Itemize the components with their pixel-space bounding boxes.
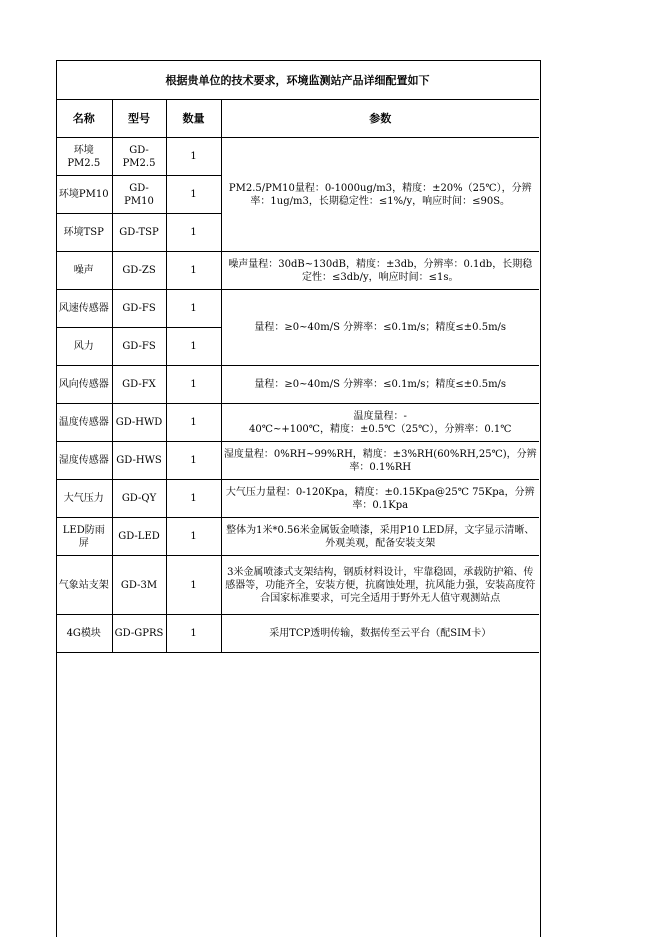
cell-name: 大气压力 bbox=[56, 480, 112, 518]
cell-name: 噪声 bbox=[56, 252, 112, 290]
cell-params-pm: PM2.5/PM10量程：0-1000ug/m3，精度：±20%（25℃），分辨率：1ug/m3，长期稳定性：≤1%/y，响应时间：≤90S。 bbox=[221, 138, 539, 252]
cell-model: GD-HWS bbox=[112, 442, 166, 480]
cell-model: GD-LED bbox=[112, 518, 166, 556]
header-params: 参数 bbox=[221, 100, 539, 138]
cell-name: 环境PM10 bbox=[56, 176, 112, 214]
cell-name: 湿度传感器 bbox=[56, 442, 112, 480]
cell-model: GD-PM2.5 bbox=[112, 138, 166, 176]
cell-model: GD-FS bbox=[112, 290, 166, 328]
header-model: 型号 bbox=[112, 100, 166, 138]
cell-qty: 1 bbox=[166, 442, 221, 480]
cell-name: 环境PM2.5 bbox=[56, 138, 112, 176]
cell-model: GD-QY bbox=[112, 480, 166, 518]
cell-model: GD-FS bbox=[112, 328, 166, 366]
table-row bbox=[56, 366, 539, 404]
cell-name: 气象站支架 bbox=[56, 556, 112, 615]
spec-table bbox=[56, 99, 539, 653]
cell-qty: 1 bbox=[166, 556, 221, 615]
cell-model: GD-PM10 bbox=[112, 176, 166, 214]
cell-params-wind-speed: 量程：≥0~40m/S 分辨率：≤0.1m/s；精度≤±0.5m/s bbox=[221, 290, 539, 366]
cell-qty: 1 bbox=[166, 214, 221, 252]
cell-model: GD-HWD bbox=[112, 404, 166, 442]
table-row bbox=[56, 556, 539, 615]
cell-params-pressure: 大气压力量程：0-120Kpa，精度：±0.15Kpa@25℃ 75Kpa，分辨率：0.1Kpa bbox=[221, 480, 539, 518]
cell-name: 风速传感器 bbox=[56, 290, 112, 328]
table-row bbox=[56, 518, 539, 556]
empty-sheet-area bbox=[56, 664, 539, 936]
cell-model: GD-GPRS bbox=[112, 615, 166, 653]
cell-qty: 1 bbox=[166, 176, 221, 214]
cell-name: 温度传感器 bbox=[56, 404, 112, 442]
cell-params-temperature bbox=[221, 404, 539, 442]
cell-qty: 1 bbox=[166, 138, 221, 176]
cell-qty: 1 bbox=[166, 480, 221, 518]
cell-name: 风力 bbox=[56, 328, 112, 366]
cell-params-humidity: 湿度量程：0%RH~99%RH，精度：±3%RH(60%RH,25℃)，分辨率：0.1%RH bbox=[221, 442, 539, 480]
page-title: 根据贵单位的技术要求，环境监测站产品详细配置如下 bbox=[165, 73, 430, 87]
cell-name: 4G模块 bbox=[56, 615, 112, 653]
table-row bbox=[56, 480, 539, 518]
cell-qty: 1 bbox=[166, 328, 221, 366]
header-qty: 数量 bbox=[166, 100, 221, 138]
table-row bbox=[56, 252, 539, 290]
cell-params-bracket: 3米金属喷漆式支架结构，钢质材料设计，牢靠稳固，承载防护箱、传感器等，功能齐全，安装方便，抗腐蚀处理，抗风能力强，安装高度符合国家标准要求，可完全适用于野外无人值守观测站点 bbox=[221, 556, 539, 615]
cell-qty: 1 bbox=[166, 615, 221, 653]
table-header-row bbox=[56, 100, 539, 138]
cell-qty: 1 bbox=[166, 366, 221, 404]
header-name: 名称 bbox=[56, 100, 112, 138]
cell-params-led: 整体为1米*0.56米金属钣金喷漆，采用P10 LED屏，文字显示清晰、外观美观，配备安装支架 bbox=[221, 518, 539, 556]
cell-qty: 1 bbox=[166, 252, 221, 290]
cell-qty: 1 bbox=[166, 290, 221, 328]
table-row bbox=[56, 442, 539, 480]
cell-qty: 1 bbox=[166, 518, 221, 556]
cell-name: 环境TSP bbox=[56, 214, 112, 252]
cell-model: GD-TSP bbox=[112, 214, 166, 252]
table-row bbox=[56, 290, 539, 328]
cell-name: 风向传感器 bbox=[56, 366, 112, 404]
cell-params-noise: 噪声量程：30dB~130dB，精度：±3db，分辨率：0.1db，长期稳定性：≤3db/y，响应时间：≤1s。 bbox=[221, 252, 539, 290]
cell-model: GD-3M bbox=[112, 556, 166, 615]
cell-name: LED防雨屏 bbox=[56, 518, 112, 556]
cell-qty: 1 bbox=[166, 404, 221, 442]
table-row bbox=[56, 404, 539, 442]
temperature-line-2: 40℃~+100℃，精度：±0.5℃（25℃），分辨率：0.1℃ bbox=[249, 423, 512, 435]
cell-params-gprs: 采用TCP透明传输，数据传至云平台（配SIM卡） bbox=[221, 615, 539, 653]
table-row bbox=[56, 615, 539, 653]
cell-params-wind-direction: 量程：≥0~40m/S 分辨率：≤0.1m/s；精度≤±0.5m/s bbox=[221, 366, 539, 404]
cell-model: GD-ZS bbox=[112, 252, 166, 290]
cell-model: GD-FX bbox=[112, 366, 166, 404]
table-row bbox=[56, 138, 539, 176]
temperature-line-1: 温度量程：- bbox=[353, 410, 407, 422]
